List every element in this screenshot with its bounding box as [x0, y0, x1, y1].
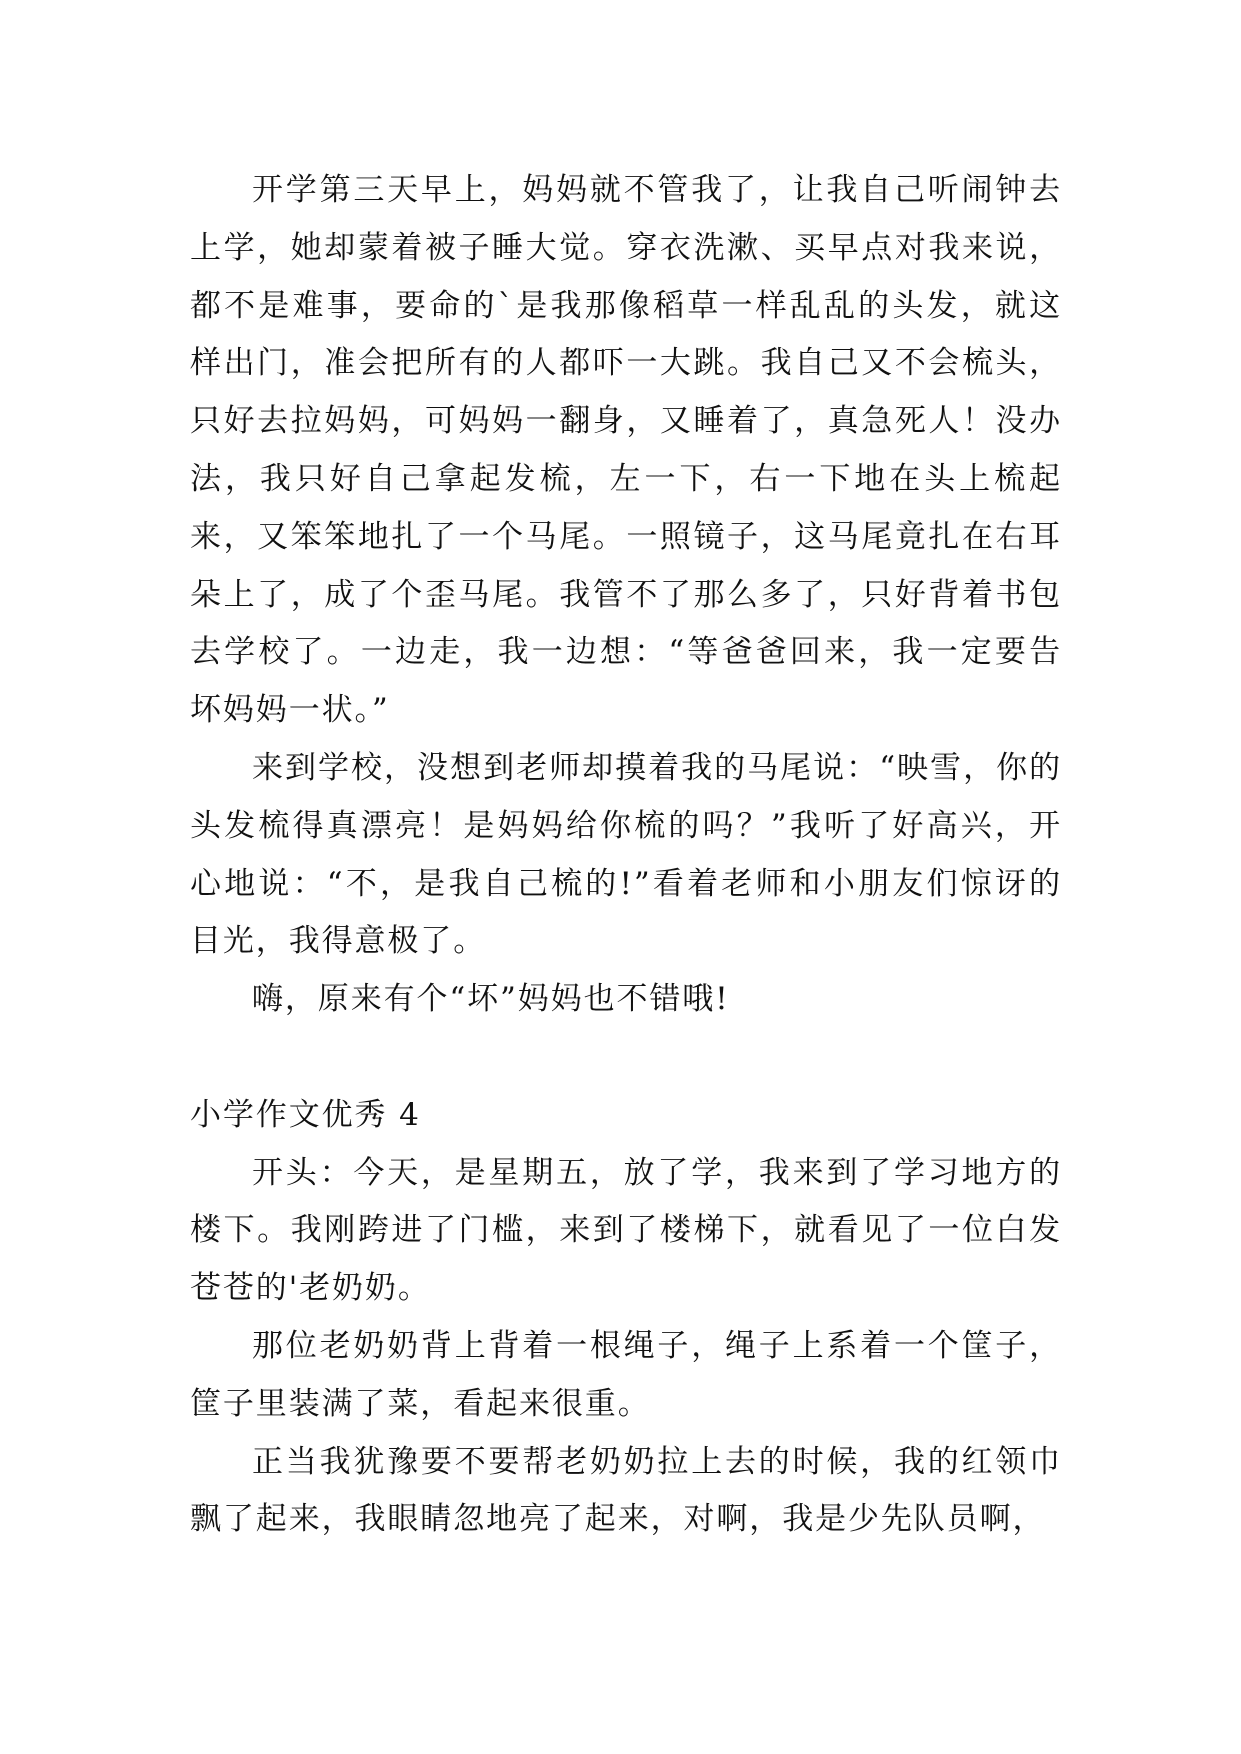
paragraph-red-scarf: 正当我犹豫要不要帮老奶奶拉上去的时候，我的红领巾飘了起来，我眼睛忽地亮了起来，对啊，我是少先队员啊，: [190, 1443, 1062, 1538]
essay-text-block: [190, 162, 1062, 1549]
section-gap: [190, 1029, 1062, 1087]
section-heading: 小学作文优秀 4: [190, 1096, 421, 1133]
paragraph-grandma-basket: 那位老奶奶背上背着一根绳子，绳子上系着一个筐子，筐子里装满了菜，看起来很重。: [190, 1327, 1062, 1422]
paragraph-conclusion: 嗨，原来有个“坏”妈妈也不错哦!: [252, 981, 730, 1018]
paragraph-opening: 开头：今天，是星期五，放了学，我来到了学习地方的楼下。我刚跨进了门槛，来到了楼梯下，就看见了一位白发苍苍的'老奶奶。: [190, 1154, 1062, 1307]
paragraph-school-teacher: 来到学校，没想到老师却摸着我的马尾说：“映雪，你的头发梳得真漂亮！是妈妈给你梳的吗？”我听了好高兴，开心地说：“不，是我自己梳的!”看着老师和小朋友们惊讶的目光，我得意极了。: [190, 749, 1062, 960]
paragraph-morning-hair: 开学第三天早上，妈妈就不管我了，让我自己听闹钟去上学，她却蒙着被子睡大觉。穿衣洗漱、买早点对我来说，都不是难事，要命的`是我那像稻草一样乱乱的头发，就这样出门，准会把所有的人都吓一大跳。我自己又不会梳头，只好去拉妈妈，可妈妈一翻身，又睡着了，真急死人！没办法，我只好自己拿起发梳，左一下，右一下地在头上梳起来，又笨笨地扎了一个马尾。一照镜子，这马尾竟扎在右耳朵上了，成了个歪马尾。我管不了那么多了，只好背着书包去学校了。一边走，我一边想：“等爸爸回来，我一定要告坏妈妈一状。”: [190, 172, 1062, 729]
